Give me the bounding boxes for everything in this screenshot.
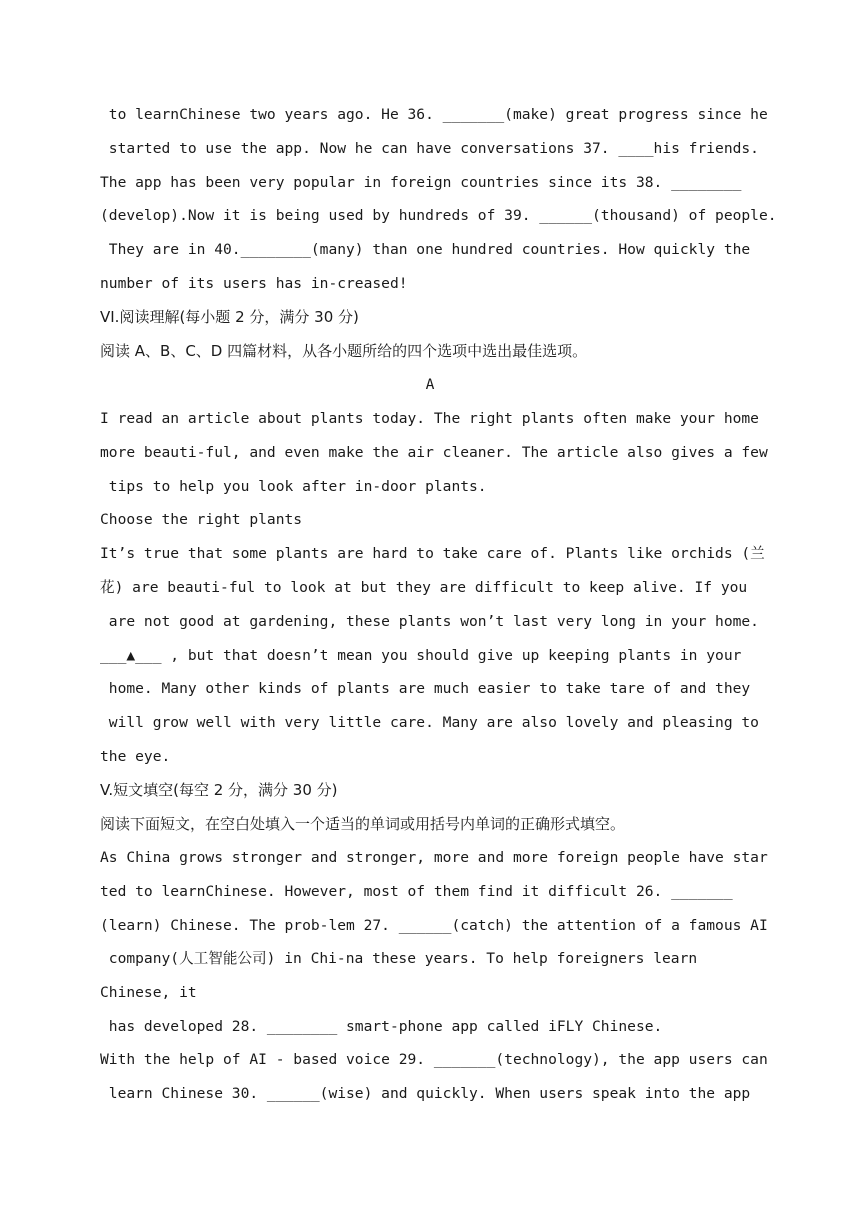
text-line: The app has been very popular in foreign countries since its 38. ________ [100,174,742,191]
text-line: has developed 28. ________ smart-phone app called iFLY Chinese. [100,1018,663,1035]
text-line: started to use the app. Now he can have conversations 37. ____his friends. [100,140,759,157]
text-line: to learnChinese two years ago. He 36. _______(make) great progress since he [100,106,768,123]
text-line: (develop).Now it is being used by hundreds of 39. ______(thousand) of people. [100,207,777,224]
text-line: tips to help you look after in-door plants. [100,478,487,495]
text-line: They are in 40.________(many) than one hundred countries. How quickly the [100,241,751,258]
text-line: With the help of AI - based voice 29. _______(technology), the app users can [100,1051,768,1068]
text-line: home. Many other kinds of plants are much easier to take tare of and they [100,680,751,697]
text-line: (learn) Chinese. The prob-lem 27. ______(catch) the attention of a famous AI [100,917,768,934]
text-line-blank: ___▲___ , but that doesn’t mean you should give up keeping plants in your [100,647,742,664]
passage-label-a: A [425,376,435,393]
text-line: I read an article about plants today. The right plants often make your home [100,410,759,427]
text-line: 花) are beauti-ful to look at but they are difficult to keep alive. If you [100,579,748,596]
text-line: are not good at gardening, these plants won’t last very long in your home. [100,613,759,630]
text-line: Chinese, it [100,984,197,1001]
text-line: will grow well with very little care. Many are also lovely and pleasing to [100,714,759,731]
text-line: number of its users has in-creased! [100,275,408,292]
section-heading-cloze: V.短文填空(每空 2 分，满分 30 分) [100,781,338,799]
section-heading-reading: VI.阅读理解(每小题 2 分，满分 30 分) [100,308,359,326]
text-line: It’s true that some plants are hard to take care of. Plants like orchids (兰 [100,545,765,562]
text-line: company(人工智能公司) in Chi-na these years. To help foreigners learn [100,950,698,967]
text-line: the eye. [100,748,171,765]
text-line: more beauti-ful, and even make the air cleaner. The article also gives a few [100,444,768,461]
text-line: As China grows stronger and stronger, more and more foreign people have star [100,849,768,866]
section-instruction-reading: 阅读 A、B、C、D 四篇材料，从各小题所给的四个选项中选出最佳选项。 [100,342,588,360]
text-line: learn Chinese 30. ______(wise) and quickly. When users speak into the app [100,1085,751,1102]
subheading-choose-plants: Choose the right plants [100,511,303,528]
text-line: ted to learnChinese. However, most of them find it difficult 26. _______ [100,883,733,900]
section-instruction-cloze: 阅读下面短文，在空白处填入一个适当的单词或用括号内单词的正确形式填空。 [100,815,626,833]
